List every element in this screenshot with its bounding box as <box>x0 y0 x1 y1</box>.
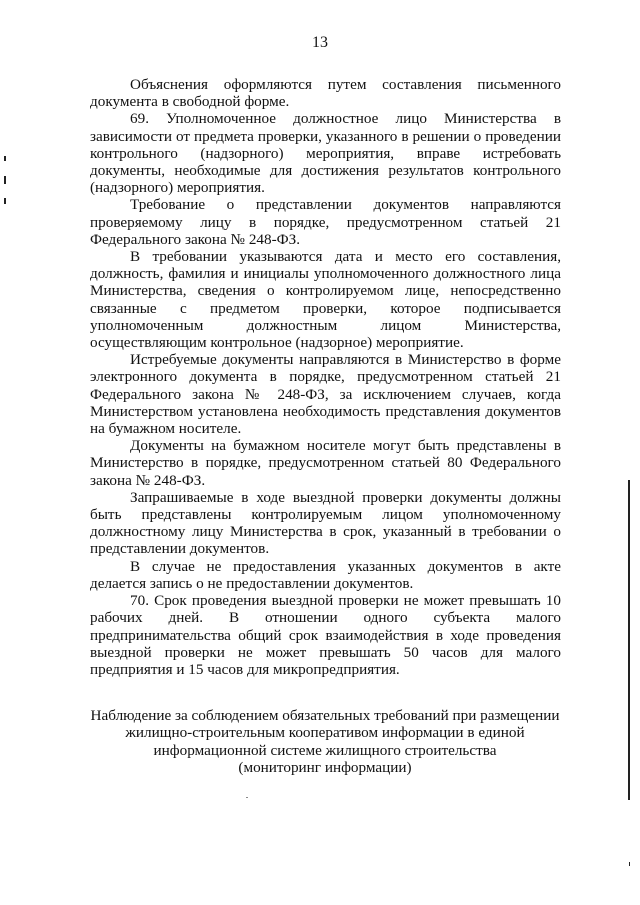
scan-edge-line <box>628 480 630 800</box>
paragraph: Истребуемые документы направляются в Министерство в форме электронного документа в порядке, предусмотренном статьей 21 Федерального закона № 248-ФЗ, за исключением случаев, когда Министерством установлена необходимость представления документов на бумажном носителе. <box>90 351 561 438</box>
section-heading-line: Наблюдение за соблюдением обязательных требований при размещении <box>90 707 560 724</box>
scan-artifact-mark <box>246 797 248 798</box>
paragraph: В требовании указываются дата и место его составления, должность, фамилия и инициалы уполномоченного должностного лица Министерства, сведения о контролируемом лице, непосредственно связанные с предметом проверки, которое подписывается уполномоченным должностным лицом Министерства, осуществляющим контрольное (надзорное) мероприятие. <box>90 248 561 352</box>
page-number: 13 <box>312 34 328 51</box>
scan-artifact-mark <box>4 176 6 184</box>
scan-artifact-mark <box>4 198 6 204</box>
paragraph: Объяснения оформляются путем составления письменного документа в свободной форме. <box>90 76 561 111</box>
body-text <box>90 76 561 678</box>
paragraph: В случае не предоставления указанных документов в акте делается запись о не предоставлении документов. <box>90 557 561 592</box>
paragraph: Документы на бумажном носителе могут быть представлены в Министерство в порядке, предусмотренном статьей 80 Федерального закона № 248-ФЗ. <box>90 437 561 489</box>
paragraph: 70. Срок проведения выездной проверки не может превышать 10 рабочих дней. В отношении одного субъекта малого предпринимательства общий срок взаимодействия в ходе проведения выездной проверки не может превышать 50 часов для малого предприятия и 15 часов для микропредприятия. <box>90 592 561 678</box>
scan-artifact-mark <box>4 156 6 161</box>
scan-artifact-mark <box>629 862 630 866</box>
paragraph: 69. Уполномоченное должностное лицо Министерства в зависимости от предмета проверки, указанного в решении о проведении контрольного (надзорного) мероприятия, вправе истребовать документы, необходимые для достижения результатов контрольного (надзорного) мероприятия. <box>90 110 561 197</box>
section-heading <box>82 707 568 777</box>
section-heading-line: жилищно-строительным кооперативом информации в единой <box>125 724 525 742</box>
paragraph: Требование о представлении документов направляются проверяемому лицу в порядке, предусмотренном статьей 21 Федерального закона № 248-ФЗ. <box>90 196 561 248</box>
section-heading-line: (мониторинг информации) <box>238 759 412 777</box>
paragraph: Запрашиваемые в ходе выездной проверки документы должны быть представлены контролируемым лицом уполномоченному должностному лицу Министерства в срок, указанный в требовании о представлении документов. <box>90 488 561 558</box>
section-heading-line: информационной системе жилищного строительства <box>153 741 497 759</box>
